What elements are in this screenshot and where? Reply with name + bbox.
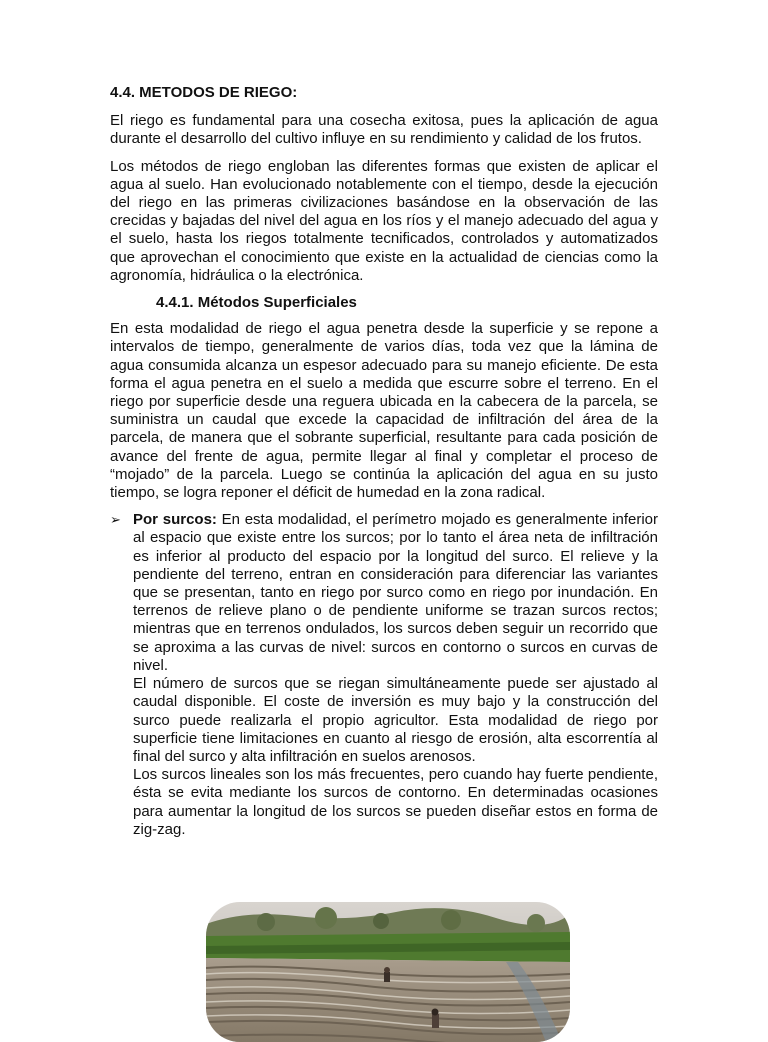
arrow-bullet-icon: ➢ xyxy=(110,512,121,528)
farmer-figure xyxy=(384,972,390,982)
photo-illustration xyxy=(206,902,570,1042)
furrows-paragraph-3: Los surcos lineales son los más frecuentes, pero cuando hay fuerte pendiente, ésta se evita mediante los surcos de contorno. En determinadas ocasiones para aumentar la longitud de los surcos se pueden diseñar estos en forma de zig-zag. xyxy=(133,766,658,838)
bullet-furrows xyxy=(110,511,658,839)
intro-paragraph: El riego es fundamental para una cosecha exitosa, pues la aplicación de agua durante el desarrollo del cultivo influye en su rendimiento y calidad de los frutos. xyxy=(110,112,658,148)
furrows-lead: Por surcos: xyxy=(133,511,217,529)
subsection-heading: 4.4.1. Métodos Superficiales xyxy=(156,294,357,312)
surface-methods-paragraph: En esta modalidad de riego el agua penetra desde la superficie y se repone a intervalos de tiempo, generalmente de varios días, toda vez que la lámina de agua consumida alcanza un espesor adecuado para su manejo eficiente. De esta forma el agua penetra en el suelo a medida que escurre sobre el terreno. En el riego por superficie desde una reguera ubicada en la cabecera de la parcela, se suministra un caudal que excede la capacidad de infiltración del área de la parcela, de manera que el sobrante superficial, resultante para cada posición de avance del frente de agua, permite llegar al final y completar el proceso de “mojado” de la parcela. Luego se continúa la aplicación del agua en su justo tiempo, se logra reponer el déficit de humedad en la zona radical. xyxy=(110,320,658,502)
section-heading: 4.4. METODOS DE RIEGO: xyxy=(110,84,298,101)
furrows-text-1: En esta modalidad, el perímetro mojado es generalmente inferior al espacio que existe entre los surcos; por lo tanto el área neta de infiltración es inferior al producto del espacio por la longitud del surco. El relieve y la pendiente del terreno, entran en consideración para diferenciar las variantes que se presentan, tanto en riego por surco como en riego por inundación. En terrenos de relieve plano o de pendiente uniforme se trazan surcos rectos; mientras que en terrenos ondulados, los surcos deben seguir un recorrido que se aproxima a las curvas de nivel: surcos en contorno o surcos en curvas de nivel. xyxy=(133,511,658,674)
document-page xyxy=(110,84,658,839)
furrow-irrigation-photo xyxy=(206,902,570,1042)
furrows-paragraph-2: El número de surcos que se riegan simultáneamente puede ser ajustado al caudal disponible. El coste de inversión es muy bajo y la construcción del surco puede realizarla el propio agricultor. Esta modalidad de riego por superficie tiene limitaciones en cuanto al riesgo de erosión, alta escorrentía al final del surco y alta infiltración en suelos arenosos. xyxy=(133,675,658,765)
furrows-paragraph-1 xyxy=(133,511,658,675)
methods-paragraph: Los métodos de riego engloban las diferentes formas que existen de aplicar el agua al suelo. Han evolucionado notablemente con el tiempo, desde la ejecución del riego en las primeras civilizaciones basándose en la observación de las crecidas y bajadas del nivel del agua en los ríos y el manejo adecuado del agua y el suelo, hasta los riegos totalmente tecnificados, controlados y automatizados que aprovechan el conocimiento que existe en la actualidad de ciencias como la agronomía, hidráulica o la electrónica. xyxy=(110,157,658,284)
